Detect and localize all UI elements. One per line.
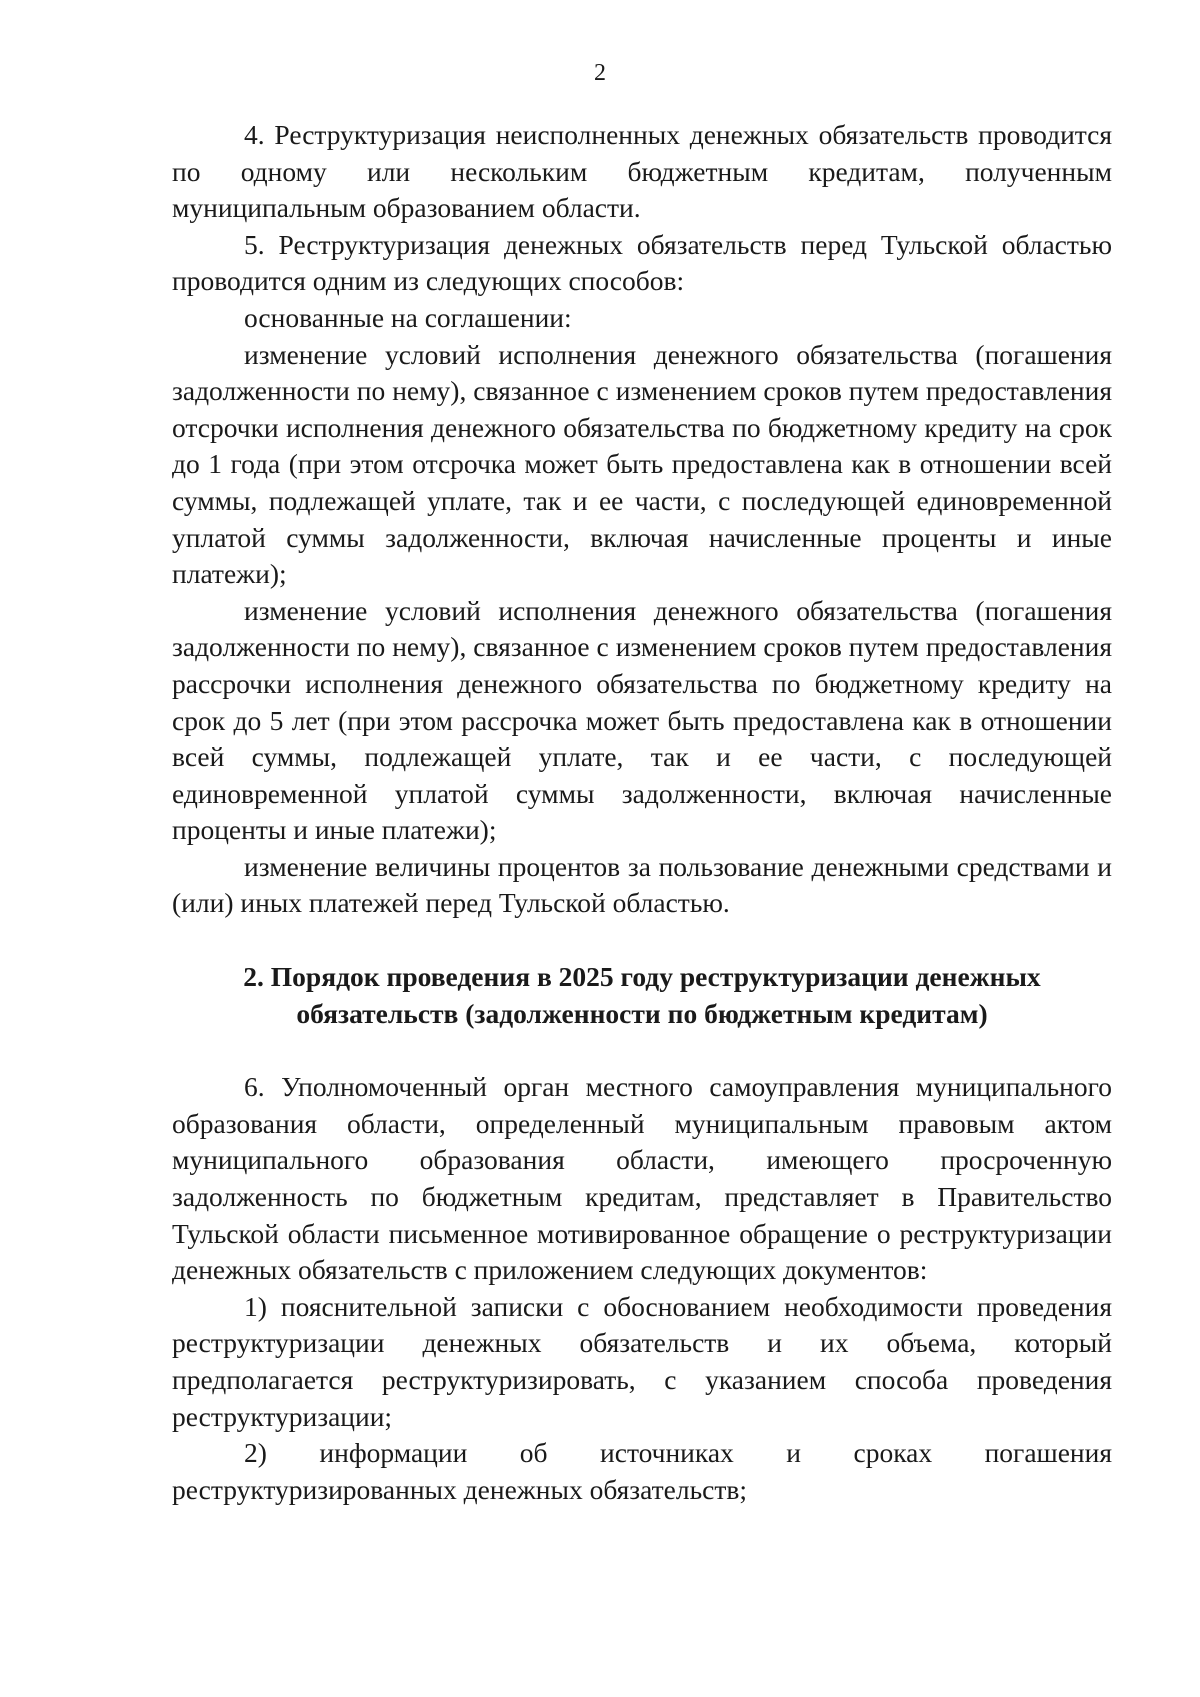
paragraph-item-4: 4. Реструктуризация неисполненных денежных обязательств проводится по одному или нескольким бюджетным кредитам, полученным муниципальным образованием области. bbox=[172, 119, 1112, 224]
document-body bbox=[172, 117, 1112, 1508]
paragraph-item-6: 6. Уполномоченный орган местного самоуправления муниципального образования области, определенный муниципальным правовым актом муниципального образования области, имеющего просроченную задолженность по бюджетным кредитам, представляет в Правительство Тульской области письменное мотивированное обращение о реструктуризации денежных обязательств с приложением следующих документов: bbox=[172, 1071, 1112, 1286]
paragraph-interest-change: изменение величины процентов за пользование денежными средствами и (или) иных платежей перед Тульской областью. bbox=[172, 850, 1112, 919]
paragraph-subitem-2: 2) информации об источниках и сроках погашения реструктуризированных денежных обязательств; bbox=[172, 1437, 1112, 1505]
paragraph-deferral: изменение условий исполнения денежного обязательства (погашения задолженности по нему), связанное с изменением сроков путем предоставления отсрочки исполнения денежного обязательства по бюджетному кредиту на срок до 1 года (при этом отсрочка может быть предоставлена как в отношении всей суммы, подлежащей уплате, так и ее части, с последующей единовременной уплатой суммы задолженности, включая начисленные проценты и иные платежи); bbox=[172, 338, 1112, 590]
page-number: 2 bbox=[594, 60, 606, 86]
paragraph-agreement-based: основанные на соглашении: bbox=[244, 301, 572, 333]
section-heading bbox=[172, 959, 1112, 1032]
section-heading-line-2: обязательств (задолженности по бюджетным кредитам) bbox=[296, 997, 988, 1029]
paragraph-subitem-1: 1) пояснительной записки с обоснованием необходимости проведения реструктуризации денежных обязательств и их объема, который предполагается реструктуризировать, с указанием способа проведения реструктуризации; bbox=[172, 1290, 1112, 1432]
paragraph-item-5: 5. Реструктуризация денежных обязательств перед Тульской областью проводится одним из следующих способов: bbox=[172, 228, 1112, 297]
paragraph-installment: изменение условий исполнения денежного обязательства (погашения задолженности по нему), связанное с изменением сроков путем предоставления рассрочки исполнения денежного обязательства по бюджетному кредиту на срок до 5 лет (при этом рассрочка может быть предоставлена как в отношении всей суммы, подлежащей уплате, так и ее части, с последующей единовременной уплатой суммы задолженности, включая начисленные проценты и иные платежи); bbox=[172, 594, 1112, 846]
section-heading-line-1: 2. Порядок проведения в 2025 году реструктуризации денежных bbox=[243, 961, 1041, 993]
